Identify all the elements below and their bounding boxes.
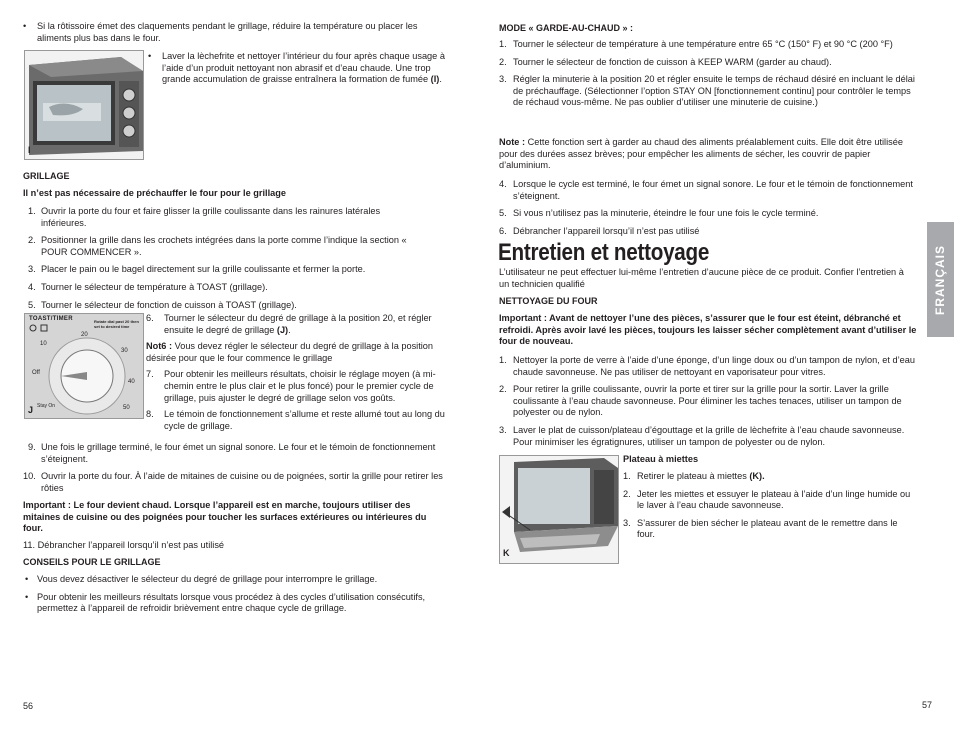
step-2: 2. Positionner la grille dans les crochets intégrées dans la porte comme l’indique la section « POUR COMMENCER ». [28,235,407,257]
figure-j-label: J [28,405,34,415]
figure-k-label: K [503,548,510,558]
keepwarm-step-3: 3. Régler la minuterie à la position 20 et régler ensuite le temps de réchaud désiré en incluant le délai de préchauffage. (Sélectionner l’option STAY ON [fonctionnement continu] pour contrôler le temps de réchaud vous-même. Ne pas oublier d’utiliser une minuterie de cuisine.) [499,74,915,108]
fig-j-title: TOAST/TIMER [29,316,73,322]
dial-40: 40 [128,379,135,385]
keepwarm-steps [499,39,919,115]
grillage-steps [23,206,423,317]
keepwarm-step-4: 4. Lorsque le cycle est terminé, le four émet un signal sonore. Le four et le témoin de fonctionnement s’éteignent. [499,179,913,201]
grillage-subheading: Il n’est pas nécessaire de préchauffer le four pour le grillage [23,188,286,198]
important-cleaning-warning: Important : Avant de nettoyer l’une des pièces, s’assurer que le four est éteint, débranché et refroidi. Après avoir lavé les pièces, toujours les laisser sécher complètement avant d’utiliser le four de nouveau. [499,313,917,347]
keepwarm-steps-2 [499,179,919,243]
intro-bullet-text: Si la rôtissoire émet des claquements pendant le grillage, réduire la température ou placer les aliments plus bas dans le four. [37,21,418,43]
step-3: 3. Placer le pain ou le bagel directement sur la grille coulissante et fermer la porte. [28,264,366,275]
conseils-heading: CONSEILS POUR LE GRILLAGE [23,557,161,567]
figure-i-oven [24,50,144,160]
step-7: 7. Pour obtenir les meilleurs résultats, choisir le réglage moyen (à mi-chemin entre le plus clair et le plus foncé) pour le premier cycle de grillage, puis ajuster le degré de grillage selon vos goûts. [146,369,436,403]
fig-i-ref: (I) [430,74,440,85]
step-10: 10. Ouvrir la porte du four. À l’aide de mitaines de cuisine ou de poignées, sortir la grille pour retirer les rôties [23,471,443,493]
figure-i-label: I [28,145,31,155]
fig-j-note: Rotate dial past 20 then set to desired time [94,319,139,329]
crumb-tray-illustration [500,456,619,564]
figure-j-dial [24,313,144,419]
dial-20: 20 [81,332,88,338]
section-intro: L’utilisateur ne peut effectuer lui-même l’entretien d’aucune pièce de ce produit. Confier l’entretien à un technicien qualifié [499,267,904,289]
step-6: 6. Tourner le sélecteur du degré de grillage à la position 20, et régler ensuite le degré de grillage (J). [146,313,432,335]
fig-i-bullet: • Laver la lèchefrite et nettoyer l’intérieur du four après chaque usage à l’aide d’un produit nettoyant non abrasif et d’eau chaude. Une trop grande accumulation de graisse entraînera la formation de fumée (I). [148,51,445,85]
conseil-item: • Vous devez désactiver le sélecteur du degré de grillage pour interrompre le grillage. [25,574,378,584]
keepwarm-heading: MODE « GARDE-AU-CHAUD » : [499,23,634,33]
keepwarm-step-1: 1. Tourner le sélecteur de température à une température entre 65 °C (150° F) et 90 °C (200 °F) [499,39,893,49]
step-11: 11. Débrancher l’appareil lorsqu’il n’est pas utilisé [23,540,225,550]
dial-50: 50 [123,405,130,411]
oven-illustration [25,51,144,160]
conseil-item: • Pour obtenir les meilleurs résultats lorsque vous procédez à des cycles d’utilisation consécutifs, permettez à l’appareil de refroidir brièvement entre chaque cycle de grillage. [25,591,426,614]
cleaning-step-1: 1. Nettoyer la porte de verre à l’aide d’une éponge, d’un linge doux ou d’un tampon de nylon, et d’eau chaude savonneuse. Ne pas utiliser de nettoyant en vaporisateur pour vitres. [499,355,915,377]
intro-bullet: • Si la rôtissoire émet des claquements pendant le grillage, réduire la température ou placer les aliments plus bas dans le four. [23,21,453,44]
dial-stay-on: Stay On [37,403,56,409]
keepwarm-step-5: 5. Si vous n’utilisez pas la minuterie, éteindre le four une fois le cycle terminé. [499,208,819,219]
important-hot-warning: Important : Le four devient chaud. Lorsque l’appareil est en marche, toujours utiliser des mitaines de cuisine ou des poignées pour toucher les surfaces extérieures ou intérieures du four. [23,500,427,534]
step-8: 8. Le témoin de fonctionnement s’allume et reste allumé tout au long du cycle de grillage. [146,409,445,431]
cleaning-steps [499,355,921,454]
plateau-step-2: 2. Jeter les miettes et essuyer le plateau à l’aide d’un linge humide ou le laver à l’eau chaude savonneuse. [623,488,911,511]
section-title: Entretien et nettoyage [498,239,710,266]
plateau-steps [623,471,913,547]
dial-off: Off [32,370,40,376]
grillage-steps-9-10 [23,442,443,500]
page-number-left: 56 [23,701,34,711]
page-number-right: 57 [922,700,933,710]
grillage-heading: GRILLAGE [23,171,70,181]
note-toast: Not6 : Vous devez régler le sélecteur du degré de grillage à la position désirée pour que le four commence le grillage [146,341,434,363]
step-1: 1. Ouvrir la porte du four et faire glisser la grille coulissante dans les rainures latérales inférieures. [28,206,381,228]
dial-30: 30 [121,348,128,354]
figure-k-crumb-tray [499,455,619,564]
dial-10: 10 [40,341,47,347]
plateau-heading: Plateau à miettes [623,454,699,464]
grillage-steps-6-8 [146,313,456,437]
language-label: FRANÇAIS [932,244,947,315]
conseils-list [23,574,443,615]
cleaning-step-2: 2. Pour retirer la grille coulissante, ouvrir la porte et tirer sur la grille pour la sortir. Laver la grille coulissante à l’eau chaude savonneuse. Pour éliminer les taches tenaces, utiliser un tampon de polyester ou de nylon. [499,384,902,418]
step-4: 4. Tourner le sélecteur de température à TOAST (grillage). [28,281,268,292]
fig-i-bullet-text: Laver la lèchefrite et nettoyer l’intérieur du four après chaque usage à l’aide d’un produit nettoyant non abrasif et d’eau chaude. Une trop grande accumulation de graisse entraînera la formation de fumée [162,51,445,85]
step-5: 5. Tourner le sélecteur de fonction de cuisson à TOAST (grillage). [28,299,297,310]
language-side-tab [927,222,954,337]
plateau-step-1: 1. Retirer le plateau à miettes (K). [623,471,765,481]
keepwarm-step-6: 6. Débrancher l’appareil lorsqu’il n’est pas utilisé [499,225,700,236]
keepwarm-note: Note : Cette fonction sert à garder au chaud des aliments préalablement cuits. Elle doit être utilisée pour des durées assez brèves; pour empêcher les aliments de sécher, les couvrir de papier d’aluminium. [499,137,903,171]
keepwarm-step-2: 2. Tourner le sélecteur de fonction de cuisson à KEEP WARM (garder au chaud). [499,56,832,67]
nettoyage-heading: NETTOYAGE DU FOUR [499,296,598,306]
step-9: 9. Une fois le grillage terminé, le four émet un signal sonore. Le four et le témoin de fonctionnement s’éteignent. [28,442,436,464]
plateau-step-3: 3. S’assurer de bien sécher le plateau avant de le remettre dans le four. [623,517,898,540]
cleaning-step-3: 3. Laver le plat de cuisson/plateau d’égouttage et la grille de lèchefrite à l’eau chaude savonneuse. Pour minimiser les égratignures, utiliser un tampon de polyester ou de nylon. [499,424,905,447]
